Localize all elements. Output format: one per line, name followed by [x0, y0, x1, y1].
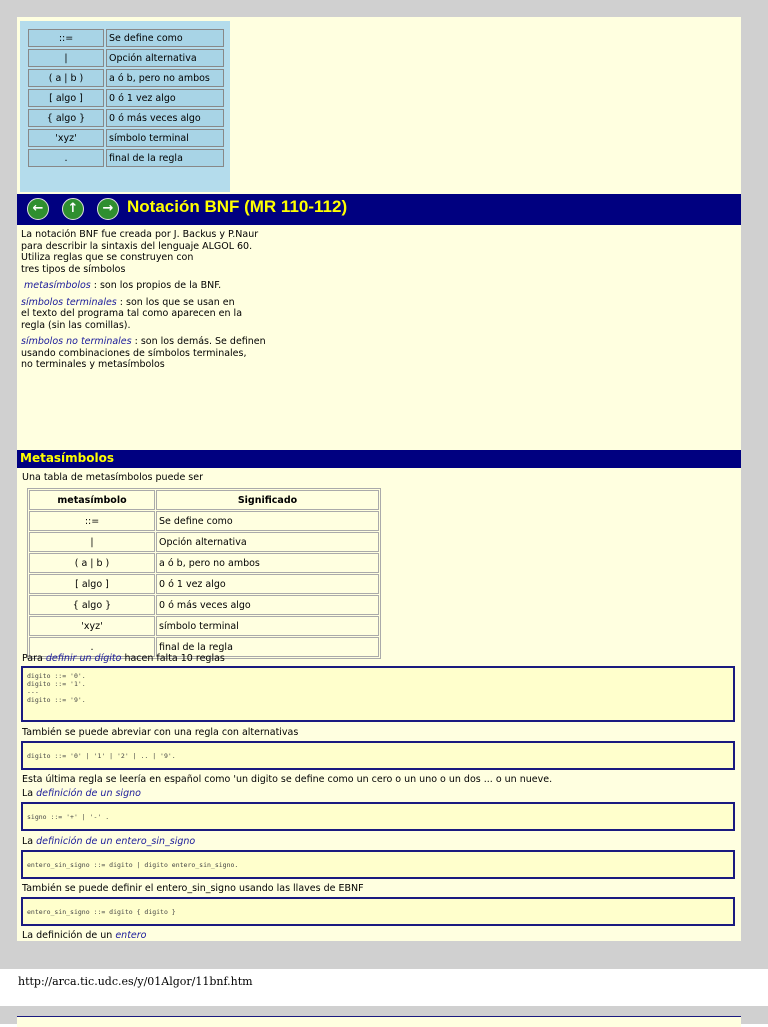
symbol-cell: ::=: [29, 511, 155, 531]
symbol-cell: 'xyz': [29, 616, 155, 636]
table-row: [29, 532, 379, 552]
meaning-cell: 0 ó 1 vez algo: [156, 574, 379, 594]
metasymbol-table: [27, 488, 381, 659]
meaning-cell: Se define como: [106, 29, 224, 47]
code-block-unsigned-integer: entero_sin_signo ::= digito | digito entero_sin_signo.: [21, 850, 735, 879]
code-block-sign: signo ::= '+' | '-' .: [21, 802, 735, 831]
table-header-row: [29, 490, 379, 510]
table-row: [28, 89, 224, 107]
intro-line: : son los demás. Se definen: [131, 336, 266, 347]
top-metasymbol-table: [26, 27, 226, 169]
slide-page: [17, 17, 741, 941]
page-title: Notación BNF (MR 110-112): [127, 197, 348, 216]
meaning-cell: 0 ó más veces algo: [106, 109, 224, 127]
table-row: [28, 129, 224, 147]
meaning-cell: 0 ó más veces algo: [156, 595, 379, 615]
symbol-cell: { algo }: [28, 109, 104, 127]
arrow-right-icon[interactable]: →: [97, 198, 119, 220]
section-bar: [17, 450, 741, 468]
top-metasymbol-box: [20, 21, 230, 192]
symbol-cell: 'xyz': [28, 129, 104, 147]
intro-line: para describir la sintaxis del lenguaje ALGOL 60.: [21, 240, 253, 252]
meaning-cell: a ó b, pero no ambos: [106, 69, 224, 87]
integer-link[interactable]: entero: [115, 930, 147, 941]
section-title: Metasímbolos: [20, 451, 115, 465]
intro-text: [21, 229, 351, 376]
intro-line: : son los propios de la BNF.: [90, 280, 222, 291]
column-header: Significado: [156, 490, 379, 510]
meaning-cell: final de la regla: [106, 149, 224, 167]
symbol-cell: .: [28, 149, 104, 167]
table-row: [29, 511, 379, 531]
intro-line: tres tipos de símbolos: [21, 263, 126, 275]
meaning-cell: final de la regla: [156, 637, 379, 657]
reading-text: Esta última regla se leería en español como 'un digito se define como un cero o un uno o un dos ... o un nueve.: [22, 774, 553, 785]
meaning-cell: a ó b, pero no ambos: [156, 553, 379, 573]
unsigned-integer-paragraph: La definición de un entero_sin_signo: [22, 836, 196, 847]
meaning-cell: símbolo terminal: [156, 616, 379, 636]
arrow-left-icon[interactable]: ←: [27, 198, 49, 220]
next-slide-page: [17, 1016, 741, 1027]
column-header: metasímbolo: [29, 490, 155, 510]
intro-line: regla (sin las comillas).: [21, 319, 131, 331]
abbreviate-text: También se puede abreviar con una regla con alternativas: [22, 727, 299, 738]
table-row: [28, 49, 224, 67]
integer-paragraph: La definición de un entero: [22, 930, 147, 941]
symbol-cell: { algo }: [29, 595, 155, 615]
arrow-up-icon[interactable]: ↑: [62, 198, 84, 220]
sign-paragraph: La definición de un signo: [22, 788, 141, 799]
meaning-cell: Opción alternativa: [106, 49, 224, 67]
meaning-cell: símbolo terminal: [106, 129, 224, 147]
table-row: [29, 595, 379, 615]
nonterminal-symbols-link[interactable]: símbolos no terminales: [21, 336, 132, 347]
meaning-cell: Se define como: [156, 511, 379, 531]
table-row: [29, 574, 379, 594]
code-block-digit-rules: digito ::= '0'. digito ::= '1'. --- digito ::= '9'.: [21, 666, 735, 722]
table-row: [28, 69, 224, 87]
sign-definition-link[interactable]: definición de un signo: [36, 788, 141, 799]
symbol-cell: [ algo ]: [28, 89, 104, 107]
symbol-cell: ::=: [28, 29, 104, 47]
digit-paragraph: Para definir un dígito hacen falta 10 reglas: [22, 653, 225, 664]
table-row: [29, 553, 379, 573]
title-bar: [17, 194, 741, 225]
symbol-cell: ( a | b ): [29, 553, 155, 573]
table-row: [29, 616, 379, 636]
intro-line: el texto del programa tal como aparecen en la: [21, 308, 243, 319]
table-row: [28, 29, 224, 47]
symbol-cell: .: [29, 637, 155, 657]
meaning-cell: 0 ó 1 vez algo: [106, 89, 224, 107]
symbol-cell: [ algo ]: [29, 574, 155, 594]
table-intro-text: Una tabla de metasímbolos puede ser: [22, 472, 204, 483]
terminal-symbols-link[interactable]: símbolos terminales: [21, 296, 117, 308]
table-row: [28, 149, 224, 167]
symbol-cell: |: [29, 532, 155, 552]
code-block-ebnf: entero_sin_signo ::= digito { digito }: [21, 897, 735, 926]
code-block-digit-alternatives: digito ::= '0' | '1' | '2' | .. | '9'.: [21, 741, 735, 770]
unsigned-integer-link[interactable]: definición de un entero_sin_signo: [36, 836, 196, 847]
meaning-cell: Opción alternativa: [156, 532, 379, 552]
define-digit-link[interactable]: definir un dígito: [45, 653, 122, 664]
table-row: [28, 109, 224, 127]
symbol-cell: ( a | b ): [28, 69, 104, 87]
source-url[interactable]: http://arca.tic.udc.es/y/01Algor/11bnf.htm: [18, 975, 253, 988]
intro-line: Utiliza reglas que se construyen con: [21, 252, 194, 263]
ebnf-text: También se puede definir el entero_sin_signo usando las llaves de EBNF: [22, 883, 364, 894]
metasymbols-link[interactable]: metasímbolos: [24, 280, 91, 291]
intro-line: La notación BNF fue creada por J. Backus y P.Naur: [21, 229, 259, 240]
symbol-cell: |: [28, 49, 104, 67]
intro-line: no terminales y metasímbolos: [21, 359, 165, 370]
intro-line: usando combinaciones de símbolos terminales,: [21, 347, 247, 359]
intro-line: : son los que se usan en: [116, 296, 235, 308]
